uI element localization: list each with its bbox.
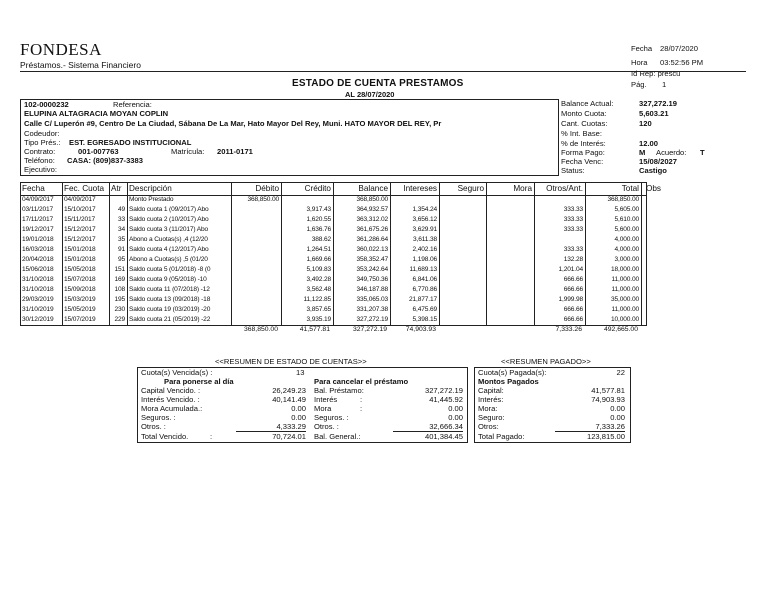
col-fecha: Fecha xyxy=(22,184,45,193)
pagado-otros-label: Otros: xyxy=(478,422,499,431)
tipo-label: Tipo Prés.: xyxy=(24,138,61,147)
total-credito: 41,577.81 xyxy=(299,326,330,333)
r-otros-label: Otros. : xyxy=(314,422,339,431)
pagado-capital-label: Capital: xyxy=(478,386,504,395)
total-debito: 368,850.00 xyxy=(243,326,278,333)
pagado-otros-value: 7,333.26 xyxy=(555,422,625,432)
cell-total: 5,610.00 xyxy=(614,216,639,223)
cell-cred: 11,122.85 xyxy=(303,296,331,303)
cell-fec: 04/09/2017 xyxy=(64,196,96,203)
cell-desc: Saldo cuota 11 (07/2018) -12 xyxy=(129,286,210,293)
cell-total: 18,000.00 xyxy=(611,266,639,273)
cell-cred: 3,935.19 xyxy=(306,316,331,323)
table-row xyxy=(21,205,646,215)
fecha-label: Fecha xyxy=(631,44,653,53)
cell-total: 11,000.00 xyxy=(611,276,639,283)
monto-cuota-label: Monto Cuota: xyxy=(561,109,607,118)
table-row xyxy=(21,235,646,245)
cell-fecha: 17/11/2017 xyxy=(22,216,54,223)
client-name: ELUPINA ALTAGRACIA MOYAN COPLIN xyxy=(24,109,169,118)
col-credito: Crédito xyxy=(304,184,331,193)
cell-cred: 3,857.65 xyxy=(306,306,331,313)
table-row xyxy=(21,305,646,315)
cell-desc: Saldo cuota 19 (03/2019) -20 xyxy=(129,306,211,313)
montos-pagados-heading: Montos Pagados xyxy=(478,377,539,386)
mora-acumulada-value: 0.00 xyxy=(291,404,306,413)
cell-int: 2,402.16 xyxy=(412,246,437,253)
client-address: Calle C/ Luperón #9, Centro De La Ciudad, Sábana De La Mar, Hato Mayor Del Rey, Muni. HATO MAYOR DEL REY, Pr xyxy=(24,119,442,128)
cell-cred: 388.62 xyxy=(311,236,331,243)
fecha-venc-label: Fecha Venc: xyxy=(561,157,604,166)
col-obs: Obs xyxy=(646,184,662,193)
otros-value: 4,333.29 xyxy=(236,422,306,432)
cell-cred: 3,492.28 xyxy=(306,276,331,283)
cant-cuotas-value: 120 xyxy=(639,119,652,128)
cell-atr: 151 xyxy=(114,266,125,273)
hora-label: Hora xyxy=(631,58,648,67)
r-mora-label: Mora xyxy=(314,404,332,413)
hora-value: 03:52:56 PM xyxy=(660,58,704,67)
balance-label: Balance Actual: xyxy=(561,99,614,108)
cell-fec: 15/11/2017 xyxy=(64,216,96,223)
cell-bal: 363,312.02 xyxy=(356,216,388,223)
cell-bal: 349,750.36 xyxy=(356,276,388,283)
resumen-pagado-box xyxy=(474,367,631,443)
cell-fecha: 31/10/2018 xyxy=(22,286,54,293)
page-number: 1 xyxy=(662,80,667,89)
contrato-label: Contrato: xyxy=(24,147,56,156)
total-vencido-label: Total Vencido. xyxy=(141,432,189,441)
table-row xyxy=(21,255,646,265)
cell-total: 11,000.00 xyxy=(611,306,639,313)
cell-bal: 335,065.03 xyxy=(356,296,388,303)
cell-bal: 358,352.47 xyxy=(356,256,388,263)
col-debito: Débito xyxy=(255,184,279,193)
cell-desc: Saldo cuota 1 (09/2017) Abo xyxy=(129,206,209,213)
cell-int: 21,877.17 xyxy=(409,296,437,303)
cell-fecha: 03/11/2017 xyxy=(22,206,54,213)
cell-atr: 169 xyxy=(114,276,125,283)
pagado-interes-value: 74,903.93 xyxy=(591,395,625,404)
capital-vencido-label: Capital Vencido. : xyxy=(141,386,201,395)
cell-atr: 229 xyxy=(114,316,125,323)
interes-value: 12.00 xyxy=(639,139,659,148)
cuotas-vencidas-label: Cuota(s) Vencida(s) : xyxy=(141,368,213,377)
pagado-mora-label: Mora: xyxy=(478,404,498,413)
cell-otros: 333.33 xyxy=(563,206,583,213)
col-total: Total xyxy=(621,184,639,193)
telefono-value: CASA: (809)837-3383 xyxy=(67,156,143,165)
cell-cred: 3,562.48 xyxy=(306,286,331,293)
cell-fecha: 16/03/2018 xyxy=(22,246,54,253)
total-intereses: 74,903.93 xyxy=(405,326,436,333)
table-row xyxy=(21,275,646,285)
monto-cuota-value: 5,603.21 xyxy=(639,109,669,118)
cell-atr: 33 xyxy=(117,216,125,223)
col-mora: Mora xyxy=(513,184,532,193)
cuotas-pagadas-value: 22 xyxy=(616,368,625,377)
cell-otros: 666.66 xyxy=(563,286,583,293)
cell-otros: 333.33 xyxy=(563,246,583,253)
matricula-label: Matrícula: xyxy=(171,147,205,156)
cell-desc: Saldo cuota 4 (12/2017) Abo xyxy=(129,246,209,253)
cell-cred: 3,917.43 xyxy=(306,206,331,213)
col-seguro: Seguro xyxy=(457,184,484,193)
cell-otros: 666.66 xyxy=(563,306,583,313)
cell-int: 1,354.24 xyxy=(412,206,437,213)
table-row xyxy=(21,245,646,255)
cell-deb: 368,850.00 xyxy=(247,196,279,203)
cell-desc: Monto Prestado xyxy=(129,196,174,203)
table-row xyxy=(21,315,646,325)
table-row xyxy=(21,285,646,295)
cell-fec: 15/01/2018 xyxy=(64,256,96,263)
cuotas-vencidas-value: 13 xyxy=(296,368,305,377)
cell-atr: 91 xyxy=(117,246,125,253)
cell-total: 4,000.00 xyxy=(614,246,639,253)
seguros-value: 0.00 xyxy=(291,413,306,422)
bal-general-label: Bal. General.: xyxy=(314,432,361,441)
interes-vencido-label: Interés Vencido. : xyxy=(141,395,200,404)
cell-cred: 1,636.76 xyxy=(306,226,331,233)
status-label: Status: xyxy=(561,166,585,175)
col-descripcion: Descripción xyxy=(129,184,172,193)
cell-total: 5,600.00 xyxy=(614,226,639,233)
cell-int: 5,398.15 xyxy=(412,316,437,323)
cell-total: 368,850.00 xyxy=(607,196,639,203)
total-vencido-colon: : xyxy=(210,432,213,441)
cell-fecha: 15/06/2018 xyxy=(22,266,54,273)
cell-fecha: 29/03/2019 xyxy=(22,296,54,303)
cell-otros: 1,201.04 xyxy=(558,266,583,273)
forma-pago-value: M xyxy=(639,148,646,157)
capital-vencido-value: 26,249.23 xyxy=(272,386,306,395)
cell-int: 3,629.91 xyxy=(412,226,437,233)
col-otros: Otros/Ant. xyxy=(546,184,583,193)
cell-cred: 1,620.55 xyxy=(306,216,331,223)
total-pagado-value: 123,815.00 xyxy=(586,432,625,441)
transactions-header xyxy=(20,182,662,196)
tipo-value: EST. EGRESADO INSTITUCIONAL xyxy=(69,138,192,147)
cell-desc: Saldo cuota 3 (11/2017) Abo xyxy=(129,226,209,233)
cell-int: 11,689.13 xyxy=(409,266,437,273)
cell-int: 3,656.12 xyxy=(412,216,437,223)
r-mora-value: 0.00 xyxy=(448,404,463,413)
pagado-mora-value: 0.00 xyxy=(610,404,625,413)
cell-cred: 1,669.66 xyxy=(306,256,331,263)
cell-atr: 35 xyxy=(117,236,125,243)
matricula-value: 2011-0171 xyxy=(217,147,253,156)
cell-fecha: 31/10/2018 xyxy=(22,276,54,283)
table-row xyxy=(21,295,646,305)
account-number: 102-0000232 xyxy=(24,100,69,109)
mora-acumulada-label: Mora Acumulada.: xyxy=(141,404,203,413)
cell-fec: 15/07/2018 xyxy=(64,276,96,283)
cell-cred: 1,264.51 xyxy=(306,246,331,253)
cell-otros: 333.33 xyxy=(563,226,583,233)
cell-total: 11,000.00 xyxy=(611,286,639,293)
cell-otros: 666.66 xyxy=(563,276,583,283)
cell-otros: 132.28 xyxy=(563,256,583,263)
cell-total: 10,000.00 xyxy=(611,316,639,323)
acuerdo-label: Acuerdo: xyxy=(656,148,687,157)
col-intereses: Intereses xyxy=(403,184,437,193)
total-pagado-label: Total Pagado: xyxy=(478,432,525,441)
cell-atr: 49 xyxy=(117,206,125,213)
cell-bal: 346,187.88 xyxy=(356,286,388,293)
cell-atr: 108 xyxy=(114,286,125,293)
system-subtitle: Préstamos.- Sistema Financiero xyxy=(20,60,141,70)
cell-fec: 15/12/2017 xyxy=(64,226,96,233)
cell-bal: 364,932.57 xyxy=(356,206,388,213)
otros-label: Otros. : xyxy=(141,422,166,431)
id-rep: Id Rep: prescu xyxy=(631,69,681,78)
fecha-value: 28/07/2020 xyxy=(660,44,699,53)
cell-fec: 15/12/2017 xyxy=(64,236,96,243)
cell-desc: Saldo cuota 2 (10/2017) Abo xyxy=(129,216,209,223)
cell-bal: 327,272.19 xyxy=(356,316,388,323)
cell-int: 6,475.69 xyxy=(412,306,437,313)
total-vencido-value: 70,724.01 xyxy=(272,432,306,441)
cell-desc: Saldo cuota 13 (09/2018) -18 xyxy=(129,296,211,303)
cell-int: 6,841.06 xyxy=(412,276,437,283)
balance-value: 327,272.19 xyxy=(639,99,678,108)
cell-atr: 195 xyxy=(114,296,125,303)
document-date: AL 28/07/2020 xyxy=(345,90,395,99)
page-label: Pág. xyxy=(631,80,647,89)
cell-fec: 15/05/2018 xyxy=(64,266,96,273)
cuotas-pagadas-label: Cuota(s) Pagada(s): xyxy=(478,368,547,377)
cell-atr: 95 xyxy=(117,256,125,263)
cell-total: 3,000.00 xyxy=(614,256,639,263)
cell-atr: 34 xyxy=(117,226,125,233)
acuerdo-value: T xyxy=(700,148,705,157)
cell-otros: 333.33 xyxy=(563,216,583,223)
cell-cred: 5,109.83 xyxy=(306,266,331,273)
cell-fecha: 04/09/2017 xyxy=(22,196,54,203)
cell-otros: 666.66 xyxy=(563,316,583,323)
r-mora-colon: : xyxy=(360,404,363,413)
client-info-box xyxy=(20,99,559,176)
r-interes-label: Interés xyxy=(314,395,338,404)
bal-general-value: 401,384.45 xyxy=(424,432,463,441)
r-interes-value: 41,445.92 xyxy=(429,395,463,404)
cell-fec: 15/01/2018 xyxy=(64,246,96,253)
resumen-estado-title: <<RESUMEN DE ESTADO DE CUENTAS>> xyxy=(215,357,367,366)
interes-label: % de Interés: xyxy=(561,139,606,148)
interes-vencido-value: 40,141.49 xyxy=(272,395,306,404)
cell-desc: Saldo cuota 21 (05/2019) -22 xyxy=(129,316,211,323)
cell-fec: 15/10/2017 xyxy=(64,206,96,213)
cell-bal: 353,242.64 xyxy=(356,266,388,273)
pagado-capital-value: 41,577.81 xyxy=(591,386,625,395)
cell-bal: 368,850.00 xyxy=(356,196,388,203)
col-balance: Balance xyxy=(358,184,388,193)
cell-int: 3,611.38 xyxy=(413,236,437,243)
resumen-pagado-title: <<RESUMEN PAGADO>> xyxy=(501,357,591,366)
status-value: Castigo xyxy=(639,166,667,175)
cell-atr: 230 xyxy=(114,306,125,313)
cell-fec: 15/07/2019 xyxy=(64,316,96,323)
pagado-interes-label: Interés: xyxy=(478,395,504,404)
referencia-label: Referencia: xyxy=(113,100,152,109)
bal-prestamo-label: Bal. Préstamo: xyxy=(314,386,364,395)
col-atr: Atr xyxy=(111,184,122,193)
brand-name: FONDESA xyxy=(20,40,102,59)
cell-bal: 361,286.64 xyxy=(356,236,388,243)
cell-desc: Abono a Cuotas(s) ,4 (12/20 xyxy=(129,236,208,243)
total-total: 492,665.00 xyxy=(603,326,638,333)
pagado-seguro-label: Seguro: xyxy=(478,413,505,422)
transactions-body xyxy=(20,195,647,326)
cell-fec: 15/09/2018 xyxy=(64,286,96,293)
r-otros-value: 32,666.34 xyxy=(393,422,463,432)
ejecutivo-label: Ejecutivo: xyxy=(24,165,57,174)
cancelar-prestamo-heading: Para cancelar el préstamo xyxy=(314,377,409,386)
cell-desc: Abono a Cuotas(s) ,5 (01/20 xyxy=(129,256,208,263)
table-row xyxy=(21,225,646,235)
cant-cuotas-label: Cant. Cuotas: xyxy=(561,119,608,128)
forma-pago-label: Forma Pago: xyxy=(561,148,605,157)
table-row xyxy=(21,265,646,275)
cell-desc: Saldo cuota 9 (05/2018) -10 xyxy=(129,276,207,283)
cell-total: 5,605.00 xyxy=(614,206,639,213)
col-fec-cuota: Fec. Cuota xyxy=(64,184,105,193)
fecha-venc-value: 15/08/2027 xyxy=(639,157,678,166)
cell-fecha: 30/12/2019 xyxy=(22,316,54,323)
cell-fecha: 31/10/2019 xyxy=(22,306,54,313)
cell-fec: 15/03/2019 xyxy=(64,296,96,303)
table-row xyxy=(21,215,646,225)
r-interes-colon: : xyxy=(360,395,363,404)
r-seguros-value: 0.00 xyxy=(448,413,463,422)
cell-bal: 360,022.13 xyxy=(356,246,388,253)
cell-bal: 331,207.38 xyxy=(356,306,388,313)
cell-total: 35,000.00 xyxy=(611,296,639,303)
cell-int: 1,198.06 xyxy=(412,256,437,263)
cell-int: 6,770.86 xyxy=(412,286,437,293)
total-balance: 327,272.19 xyxy=(352,326,387,333)
cell-fecha: 20/04/2018 xyxy=(22,256,54,263)
r-seguros-label: Seguros. : xyxy=(314,413,349,422)
document-title: ESTADO DE CUENTA PRESTAMOS xyxy=(292,78,464,89)
cell-desc: Saldo cuota 5 (01/2018) -8 (0 xyxy=(129,266,211,273)
cell-fecha: 19/12/2017 xyxy=(22,226,54,233)
cell-bal: 361,675.26 xyxy=(356,226,388,233)
codeudor-label: Codeudor: xyxy=(24,129,60,138)
seguros-label: Seguros. : xyxy=(141,413,176,422)
cell-fec: 15/05/2019 xyxy=(64,306,96,313)
cell-total: 4,000.00 xyxy=(614,236,639,243)
contrato-value: 001-007763 xyxy=(78,147,119,156)
total-otros: 7,333.26 xyxy=(555,326,582,333)
bal-prestamo-value: 327,272.19 xyxy=(424,386,463,395)
cell-otros: 1,999.98 xyxy=(558,296,583,303)
ponerse-al-dia-heading: Para ponerse al día xyxy=(164,377,234,386)
int-base-label: % Int. Base: xyxy=(561,129,602,138)
resumen-estado-box xyxy=(137,367,468,443)
pagado-seguro-value: 0.00 xyxy=(610,413,625,422)
cell-fecha: 19/01/2018 xyxy=(22,236,54,243)
table-row xyxy=(21,195,646,205)
telefono-label: Teléfono: xyxy=(24,156,55,165)
